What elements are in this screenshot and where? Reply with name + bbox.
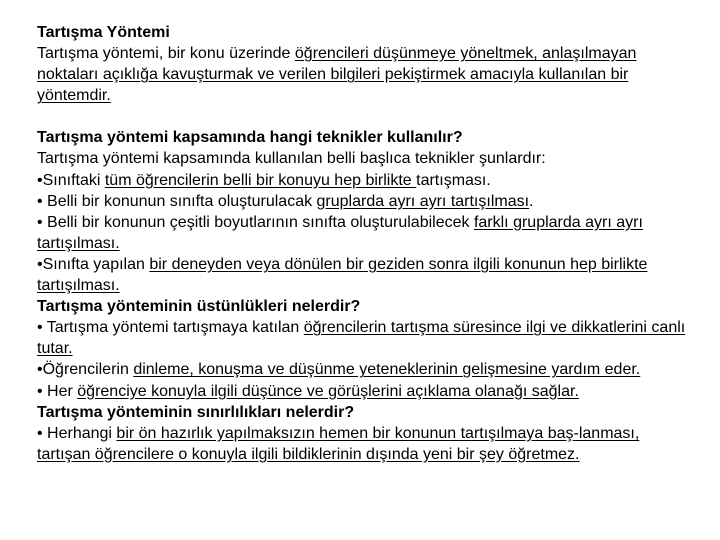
- technique-item-underlined: gruplarda ayrı ayrı tartışılması: [316, 192, 530, 210]
- technique-item: [37, 170, 687, 191]
- page-title: Tartışma Yöntemi: [37, 24, 170, 41]
- technique-item-underlined: farklı gruplarda ayrı ayrı tartışılması.: [37, 213, 643, 252]
- technique-item-text: • Belli bir konunun sınıfta oluşturulacak: [37, 192, 317, 210]
- slide-content: [37, 22, 687, 465]
- technique-item-text: • Belli bir konunun çeşitli boyutlarının sınıfta oluşturulabilecek: [37, 213, 474, 231]
- limitation-item: [37, 423, 687, 465]
- advantages-heading: Tartışma yönteminin üstünlükleri nelerdir?: [37, 298, 361, 316]
- technique-item-underlined: bir deneyden veya dönülen bir geziden sonra ilgili konunun hep birlikte tartışılması.: [37, 255, 648, 295]
- advantage-item-underlined: öğrenciye konuyla ilgili düşünce ve görüşlerini açıklama olanağı sağlar.: [77, 382, 579, 400]
- advantage-item: [37, 359, 687, 380]
- advantage-item-text: • Tartışma yöntemi tartışmaya katılan: [37, 319, 304, 337]
- limitations-heading: Tartışma yönteminin sınırlılıkları nelerdir?: [37, 403, 355, 421]
- technique-item: [37, 212, 687, 254]
- technique-item: [37, 191, 687, 212]
- technique-item-suffix: .: [529, 192, 534, 210]
- advantage-item-underlined: dinleme, konuşma ve düşünme yeteneklerinin gelişmesine yardım eder.: [133, 361, 641, 379]
- advantage-item-text: • Her: [37, 382, 78, 400]
- technique-item-text: •Sınıfta yapılan: [37, 255, 150, 273]
- limitation-item-underlined: bir ön hazırlık yapılmaksızın hemen bir konunun tartışılmaya baş-lanması, tartışan öğrencilere o konuyla ilgili bildiklerinin dışında yeni bir şey öğretmez.: [37, 424, 640, 463]
- intro-text: Tartışma yöntemi, bir konu üzerinde: [37, 45, 295, 63]
- technique-item-underlined: tüm öğrencilerin belli bir konuyu hep birlikte: [104, 171, 417, 189]
- limitation-item-text: • Herhangi: [37, 424, 117, 442]
- advantage-item: [37, 381, 687, 402]
- technique-item-suffix: tartışması.: [416, 171, 491, 189]
- advantage-item-text: •Öğrencilerin: [37, 361, 134, 379]
- advantage-item: [37, 317, 687, 359]
- technique-item: [37, 254, 687, 296]
- advantage-item-underlined: öğrencilerin tartışma süresince ilgi ve dikkatlerini canlı tutar.: [37, 319, 686, 358]
- technique-item-text: •Sınıftaki: [37, 171, 105, 189]
- techniques-lead: Tartışma yöntemi kapsamında kullanılan belli başlıca teknikler şunlardır:: [37, 150, 546, 168]
- techniques-heading: Tartışma yöntemi kapsamında hangi teknikler kullanılır?: [37, 129, 463, 147]
- intro-underlined-text: öğrencileri düşünmeye yöneltmek, anlaşılmayan noktaları açıklığa kavuşturmak ve verilen bilgileri pekiştirmek amacıyla kullanılan bir yöntemdir.: [37, 45, 637, 105]
- paragraph-spacer: [37, 106, 687, 127]
- intro-paragraph: [37, 43, 687, 106]
